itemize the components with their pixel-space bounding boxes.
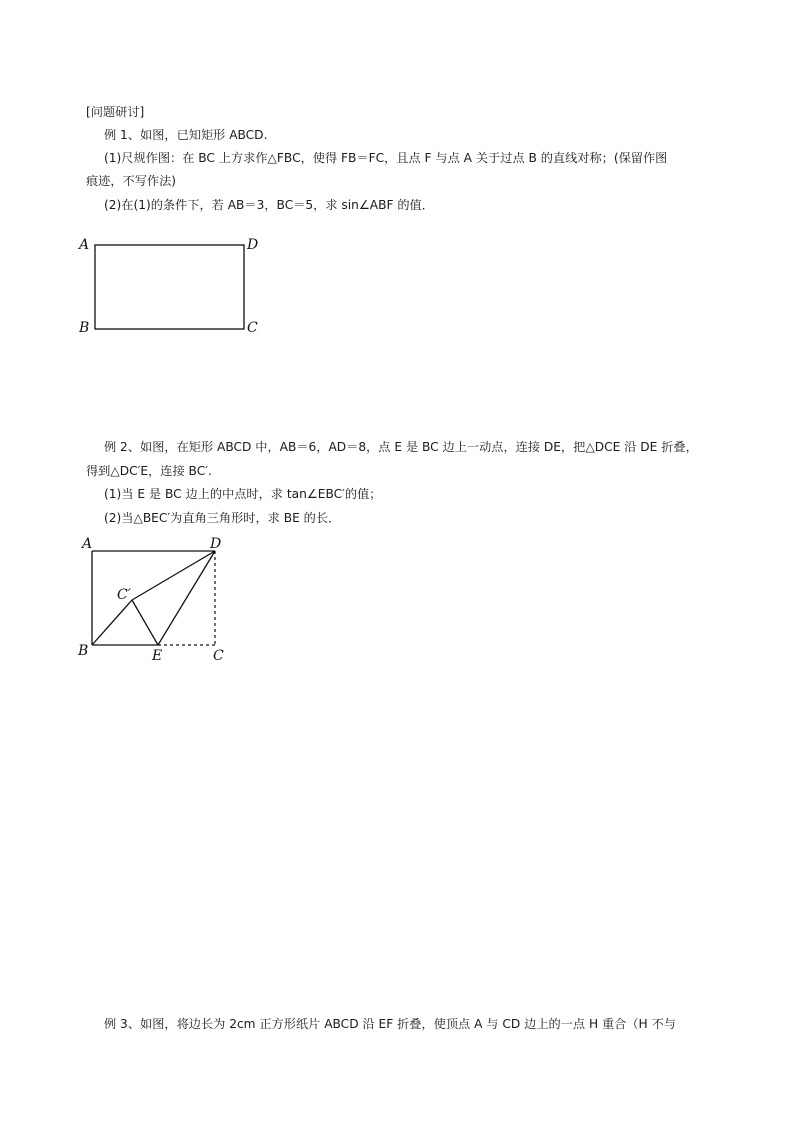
label-a: A [79,237,90,253]
example1-rectangle-figure [76,232,272,340]
label-c: C [247,320,258,336]
label-d: D [210,536,222,552]
segment-c-prime-e [132,600,158,645]
label-d: D [247,237,259,253]
label-a: A [82,536,93,552]
example2-intro-line1: 例 2、如图，在矩形 ABCD 中，AB＝6，AD＝8，点 E 是 BC 边上一动点，连接 DE，把△DCE 沿 DE 折叠， [104,440,698,454]
section-title: [问题研讨] [86,105,145,119]
example3-intro-line1: 例 3、如图，将边长为 2cm 正方形纸片 ABCD 沿 EF 折叠，使顶点 A 与 CD 边上的一点 H 重合（H 不与 [104,1017,676,1031]
example2-question1: (1)当 E 是 BC 边上的中点时，求 tan∠EBC′的值； [104,487,382,501]
label-e: E [152,648,163,664]
example1-intro: 例 1、如图，已知矩形 ABCD. [104,128,268,142]
segment-de [158,551,215,645]
label-c-prime: C′ [117,587,131,603]
segment-bc-prime [92,600,132,645]
example2-fold-figure [76,534,236,664]
example1-question2: (2)在(1)的条件下，若 AB＝3，BC＝5，求 sin∠ABF 的值． [104,198,434,212]
example1-question1-line2: 痕迹，不写作法) [86,174,177,188]
example2-question2: (2)当△BEC′为直角三角形时，求 BE 的长． [104,511,341,525]
label-b: B [78,643,89,659]
label-c: C [213,648,224,664]
segment-dc-prime [132,551,215,600]
example1-question1-line1: (1)尺规作图：在 BC 上方求作△FBC，使得 FB＝FC，且点 F 与点 A 关于过点 B 的直线对称；(保留作图 [104,151,668,165]
example2-intro-line2: 得到△DC′E，连接 BC′. [86,464,212,478]
label-b: B [79,320,90,336]
rectangle-abcd [95,245,244,329]
